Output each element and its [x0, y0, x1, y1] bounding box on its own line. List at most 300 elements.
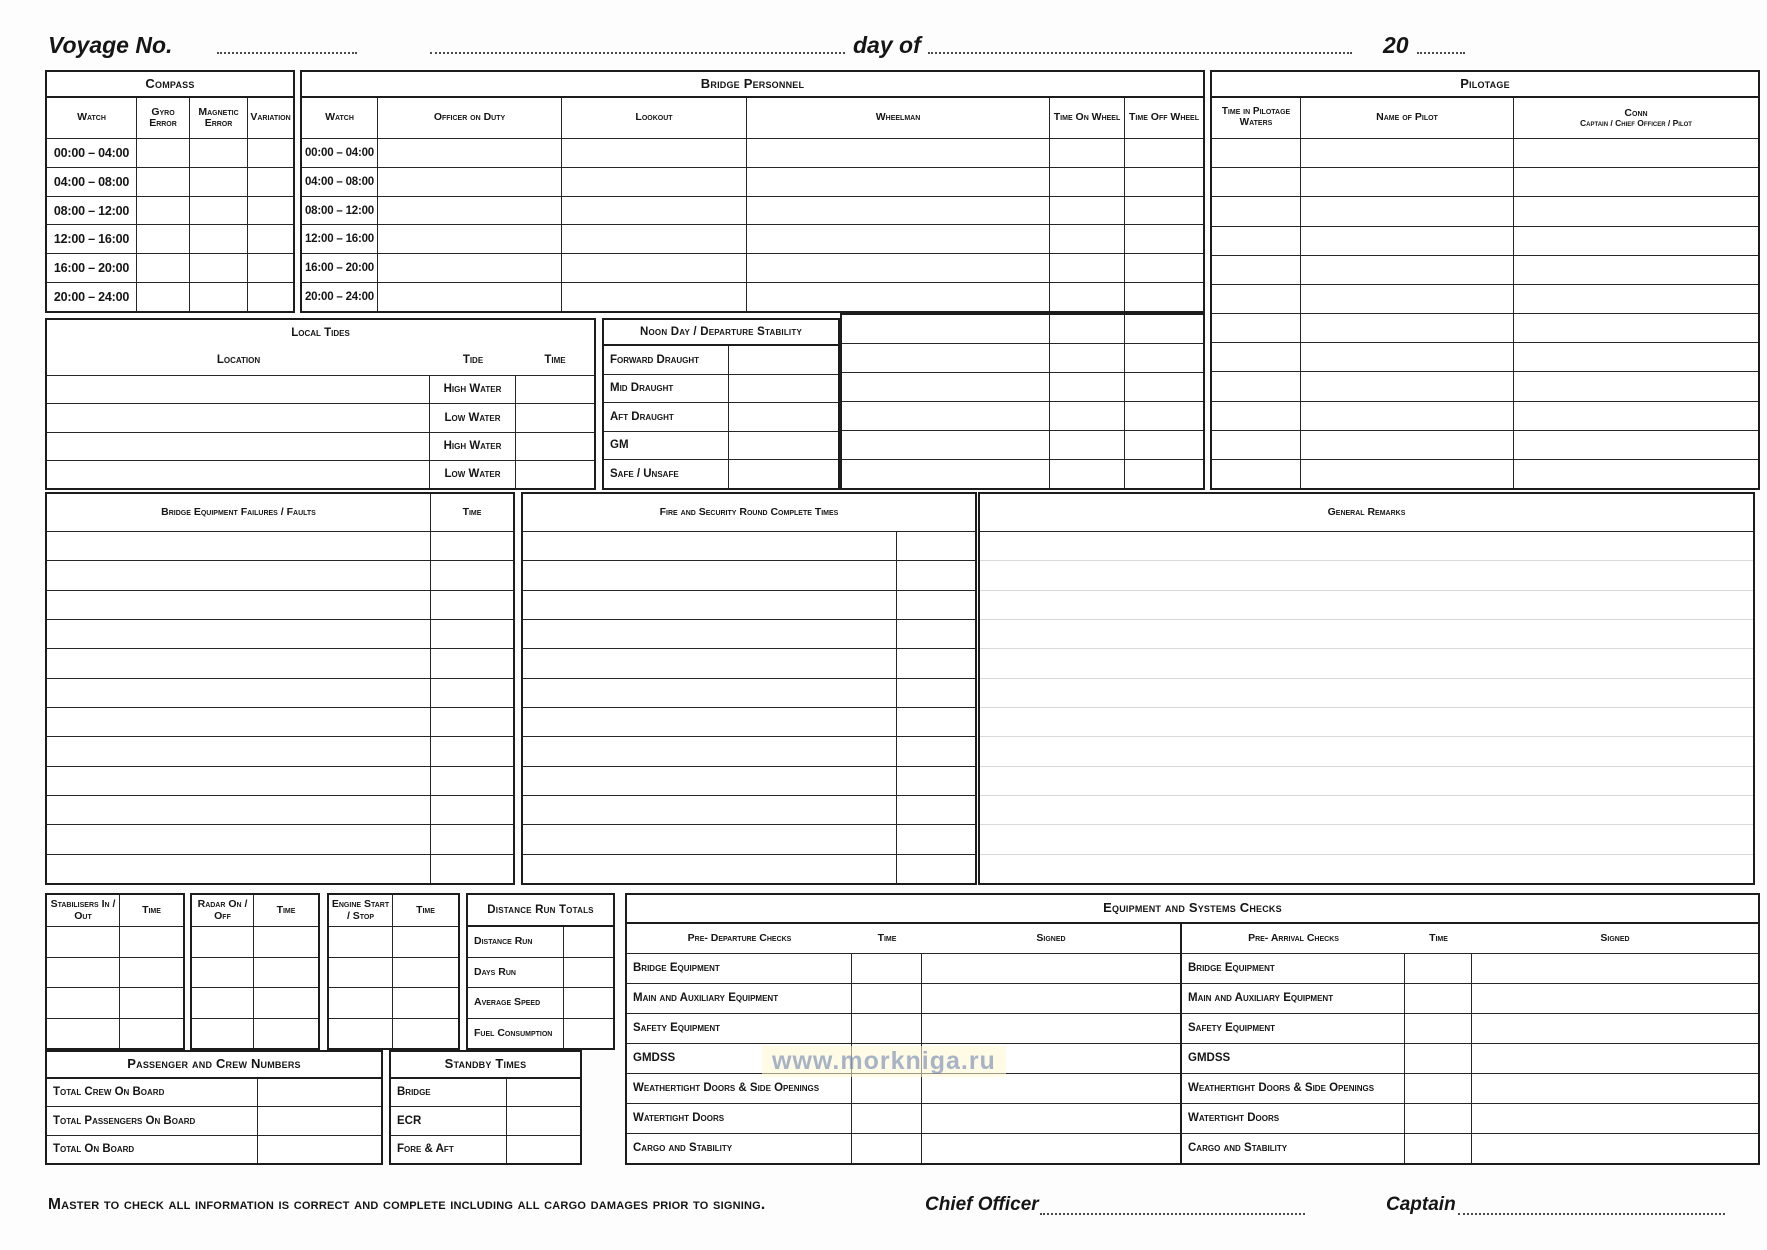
failures-description-cell[interactable] [47, 796, 431, 824]
tides-time-cell[interactable] [516, 433, 594, 460]
day-of-label: day of [853, 32, 921, 58]
standby-label: ECR [391, 1107, 507, 1134]
failures-time-cell[interactable] [431, 532, 513, 560]
pilotage-time-in-cell[interactable] [1212, 227, 1301, 255]
passenger-crew-label: Total Passengers On Board [47, 1107, 258, 1134]
bp-time-on-cell[interactable] [1050, 197, 1125, 225]
bp-time-off-cell[interactable] [1125, 402, 1203, 430]
fire-round-time-cell[interactable] [897, 767, 975, 795]
tides-location-cell[interactable] [47, 461, 430, 488]
pilotage-conn-cell[interactable] [1514, 285, 1758, 313]
compass-variation-cell[interactable] [248, 139, 293, 167]
engine-time-cell[interactable] [393, 988, 458, 1018]
compass-variation-cell[interactable] [248, 168, 293, 196]
voyage-no-label: Voyage No. [48, 32, 173, 58]
compass-gyro-cell[interactable] [137, 225, 190, 253]
departure-time-cell[interactable] [852, 1104, 922, 1133]
fire-round-time-cell[interactable] [897, 679, 975, 707]
radar-time-cell[interactable] [254, 958, 318, 988]
distance-label: Days Run [468, 958, 564, 988]
departure-check-label: GMDSS [627, 1044, 852, 1073]
compass-variation-cell[interactable] [248, 283, 293, 311]
bp-lookout-cell[interactable] [562, 283, 747, 311]
pilotage-col-conn-sub: Captain / Chief Officer / Pilot [1580, 117, 1692, 128]
standby-time-cell[interactable] [507, 1079, 580, 1106]
arrival-check-label: Weathertight Doors & Side Openings [1182, 1074, 1405, 1103]
departure-time-cell[interactable] [852, 1014, 922, 1043]
pilotage-name-cell[interactable] [1301, 431, 1514, 459]
bp-wheelman-cell[interactable] [842, 315, 1050, 343]
arrival-time-cell[interactable] [1405, 1014, 1472, 1043]
stabilisers-row [47, 958, 183, 989]
fire-round-time-cell[interactable] [897, 649, 975, 677]
fire-round-time-cell[interactable] [897, 620, 975, 648]
failures-description-cell[interactable] [47, 561, 431, 589]
compass-magnetic-cell[interactable] [190, 225, 248, 253]
fire-round-entry-cell[interactable] [523, 708, 897, 736]
bp-officer-cell[interactable] [378, 139, 562, 167]
bp-time-on-cell[interactable] [1050, 431, 1125, 459]
distance-label: Distance Run [468, 927, 564, 957]
compass-variation-cell[interactable] [248, 197, 293, 225]
fire-round-time-cell[interactable] [897, 825, 975, 853]
general-remarks-line[interactable] [980, 825, 1753, 854]
equipment-col-departure: Pre- Departure Checks [687, 931, 792, 944]
pilotage-row [1212, 372, 1758, 401]
pilotage-name-cell[interactable] [1301, 168, 1514, 196]
bp-wheelman-cell[interactable] [747, 197, 1050, 225]
departure-check-label: Bridge Equipment [627, 954, 852, 983]
bp-time-off-cell[interactable] [1125, 460, 1203, 488]
general-remarks-line[interactable] [980, 855, 1753, 883]
bp-time-off-cell[interactable] [1125, 283, 1203, 311]
bp-watch-cell: 12:00 – 16:00 [302, 225, 378, 253]
compass-variation-cell[interactable] [248, 225, 293, 253]
engine-state-cell[interactable] [329, 988, 393, 1018]
failures-time-cell[interactable] [431, 649, 513, 677]
engine-time-cell[interactable] [393, 1019, 458, 1049]
pilotage-conn-cell[interactable] [1514, 256, 1758, 284]
fire-round-time-cell[interactable] [897, 737, 975, 765]
bp-wheelman-cell[interactable] [842, 373, 1050, 401]
pilotage-conn-cell[interactable] [1514, 402, 1758, 430]
pilotage-time-in-cell[interactable] [1212, 402, 1301, 430]
engine-row [329, 988, 458, 1019]
passenger-crew-value-cell[interactable] [258, 1079, 381, 1106]
compass-gyro-cell[interactable] [137, 168, 190, 196]
distance-value-cell[interactable] [564, 927, 613, 957]
distance-label: Fuel Consumption [468, 1019, 564, 1049]
compass-watch-cell: 12:00 – 16:00 [47, 225, 137, 253]
standby-time-cell[interactable] [507, 1107, 580, 1134]
arrival-signed-cell[interactable] [1472, 1134, 1758, 1163]
bp-time-off-cell[interactable] [1125, 225, 1203, 253]
fire-round-entry-cell[interactable] [523, 767, 897, 795]
failures-time-cell[interactable] [431, 620, 513, 648]
bp-time-on-cell[interactable] [1050, 168, 1125, 196]
compass-watch-cell: 08:00 – 12:00 [47, 197, 137, 225]
failures-time-cell[interactable] [431, 796, 513, 824]
general-remarks-line[interactable] [980, 591, 1753, 620]
pilotage-table [1210, 70, 1760, 490]
compass-magnetic-cell[interactable] [190, 254, 248, 282]
arrival-signed-cell[interactable] [1472, 1044, 1758, 1073]
pilotage-name-cell[interactable] [1301, 197, 1514, 225]
bp-wheelman-cell[interactable] [842, 460, 1050, 488]
pilotage-name-cell[interactable] [1301, 402, 1514, 430]
failures-row [47, 767, 513, 796]
bp-time-on-cell[interactable] [1050, 225, 1125, 253]
bp-lookout-cell[interactable] [562, 254, 747, 282]
fire-round-entry-cell[interactable] [523, 737, 897, 765]
stabilisers-time-cell[interactable] [120, 927, 183, 957]
bp-wheelman-cell[interactable] [842, 344, 1050, 372]
compass-gyro-cell[interactable] [137, 197, 190, 225]
tides-location-cell[interactable] [47, 376, 430, 403]
engine-time-cell[interactable] [393, 927, 458, 957]
pilotage-time-in-cell[interactable] [1212, 343, 1301, 371]
pilotage-time-in-cell[interactable] [1212, 285, 1301, 313]
engine-row [329, 1019, 458, 1049]
distance-row [468, 988, 613, 1019]
pilotage-conn-cell[interactable] [1514, 314, 1758, 342]
bp-officer-cell[interactable] [378, 225, 562, 253]
engine-state-cell[interactable] [329, 927, 393, 957]
bp-col-time-on-wheel: Time On Wheel [1050, 98, 1125, 138]
radar-state-cell[interactable] [192, 958, 254, 988]
bp-officer-cell[interactable] [378, 254, 562, 282]
bp-time-off-cell[interactable] [1125, 139, 1203, 167]
failures-time-cell[interactable] [431, 591, 513, 619]
departure-signed-cell[interactable] [922, 1014, 1182, 1043]
pilotage-name-cell[interactable] [1301, 460, 1514, 488]
engine-state-cell[interactable] [329, 958, 393, 988]
pilotage-name-cell[interactable] [1301, 285, 1514, 313]
bp-col-lookout: Lookout [562, 98, 747, 138]
stability-value-cell[interactable] [729, 460, 838, 488]
bp-row [302, 283, 1203, 311]
bp-time-off-cell[interactable] [1125, 344, 1203, 372]
pilotage-conn-cell[interactable] [1514, 343, 1758, 371]
bp-time-on-cell[interactable] [1050, 283, 1125, 311]
pilotage-time-in-cell[interactable] [1212, 460, 1301, 488]
stabilisers-state-cell[interactable] [47, 927, 120, 957]
bp-lookout-cell[interactable] [562, 139, 747, 167]
tides-time-cell[interactable] [516, 461, 594, 488]
stabilisers-time-cell[interactable] [120, 988, 183, 1018]
tides-location-cell[interactable] [47, 404, 430, 431]
general-remarks-line[interactable] [980, 561, 1753, 590]
passenger-crew-row [47, 1136, 381, 1163]
fire-round-time-cell[interactable] [897, 708, 975, 736]
pilotage-name-cell[interactable] [1301, 314, 1514, 342]
equipment-col-time: Time [877, 931, 897, 944]
fire-round-entry-cell[interactable] [523, 591, 897, 619]
pilotage-time-in-cell[interactable] [1212, 256, 1301, 284]
standby-label: Bridge [391, 1079, 507, 1106]
fire-round-time-cell[interactable] [897, 855, 975, 883]
distance-value-cell[interactable] [564, 958, 613, 988]
bp-row [302, 139, 1203, 168]
departure-time-cell[interactable] [852, 954, 922, 983]
bp-time-on-cell[interactable] [1050, 373, 1125, 401]
fire-round-entry-cell[interactable] [523, 855, 897, 883]
general-remarks-line[interactable] [980, 679, 1753, 708]
general-remarks-title: General Remarks [1327, 505, 1406, 518]
fire-round-entry-cell[interactable] [523, 620, 897, 648]
compass-gyro-cell[interactable] [137, 254, 190, 282]
arrival-signed-cell[interactable] [1472, 1074, 1758, 1103]
bp-extra-row [842, 402, 1203, 431]
month-field[interactable] [928, 38, 1352, 54]
arrival-time-cell[interactable] [1405, 984, 1472, 1013]
departure-signed-cell[interactable] [922, 954, 1182, 983]
general-remarks-line[interactable] [980, 532, 1753, 561]
engine-row [329, 958, 458, 989]
departure-time-cell[interactable] [852, 984, 922, 1013]
fire-round-time-cell[interactable] [897, 591, 975, 619]
compass-row [47, 139, 293, 168]
failures-description-cell[interactable] [47, 737, 431, 765]
pilotage-time-in-cell[interactable] [1212, 314, 1301, 342]
pilotage-time-in-cell[interactable] [1212, 197, 1301, 225]
compass-magnetic-cell[interactable] [190, 283, 248, 311]
bp-wheelman-cell[interactable] [842, 431, 1050, 459]
pilotage-conn-cell[interactable] [1514, 227, 1758, 255]
date-field[interactable] [430, 38, 845, 54]
failures-row [47, 796, 513, 825]
compass-magnetic-cell[interactable] [190, 139, 248, 167]
failures-description-cell[interactable] [47, 649, 431, 677]
failures-description-cell[interactable] [47, 708, 431, 736]
general-remarks-line[interactable] [980, 737, 1753, 766]
bp-wheelman-cell[interactable] [747, 139, 1050, 167]
general-remarks-line[interactable] [980, 649, 1753, 678]
engine-state-cell[interactable] [329, 1019, 393, 1049]
passenger-crew-value-cell[interactable] [258, 1107, 381, 1134]
bp-wheelman-cell[interactable] [842, 402, 1050, 430]
voyage-no-field[interactable] [217, 38, 357, 54]
pilotage-name-cell[interactable] [1301, 256, 1514, 284]
failures-time-cell[interactable] [431, 737, 513, 765]
standby-row [391, 1136, 580, 1163]
radar-state-cell[interactable] [192, 927, 254, 957]
fire-round-row [523, 708, 975, 737]
arrival-signed-cell[interactable] [1472, 1104, 1758, 1133]
arrival-time-cell[interactable] [1405, 1044, 1472, 1073]
failures-time-cell[interactable] [431, 767, 513, 795]
stability-value-cell[interactable] [729, 432, 838, 460]
engine-time-cell[interactable] [393, 958, 458, 988]
captain-signature-line[interactable] [1458, 1199, 1725, 1215]
bp-lookout-cell[interactable] [562, 225, 747, 253]
chief-officer-signature-line[interactable] [1040, 1199, 1305, 1215]
tides-location-cell[interactable] [47, 433, 430, 460]
compass-col-magnetic-error: Magnetic Error [190, 98, 248, 138]
fire-round-time-cell[interactable] [897, 532, 975, 560]
bp-time-off-cell[interactable] [1125, 197, 1203, 225]
failures-description-cell[interactable] [47, 532, 431, 560]
failures-time-cell[interactable] [431, 679, 513, 707]
failures-description-cell[interactable] [47, 767, 431, 795]
fire-round-row [523, 532, 975, 561]
compass-row [47, 283, 293, 311]
bp-time-off-cell[interactable] [1125, 254, 1203, 282]
radar-time-cell[interactable] [254, 988, 318, 1018]
bp-time-on-cell[interactable] [1050, 315, 1125, 343]
pilotage-conn-cell[interactable] [1514, 431, 1758, 459]
failures-time-cell[interactable] [431, 708, 513, 736]
fire-round-entry-cell[interactable] [523, 796, 897, 824]
bridge-personnel-table [300, 70, 1205, 313]
departure-signed-cell[interactable] [922, 984, 1182, 1013]
bp-wheelman-cell[interactable] [747, 225, 1050, 253]
standby-row [391, 1107, 580, 1135]
bp-time-on-cell[interactable] [1050, 344, 1125, 372]
general-remarks-line[interactable] [980, 796, 1753, 825]
pilotage-conn-cell[interactable] [1514, 372, 1758, 400]
pilotage-conn-cell[interactable] [1514, 168, 1758, 196]
stabilisers-state-cell[interactable] [47, 958, 120, 988]
equipment-col-signed: Signed [922, 924, 1182, 953]
bp-time-on-cell[interactable] [1050, 254, 1125, 282]
fire-round-entry-cell[interactable] [523, 825, 897, 853]
tides-time-cell[interactable] [516, 404, 594, 431]
bp-time-on-cell[interactable] [1050, 402, 1125, 430]
general-remarks-line[interactable] [980, 620, 1753, 649]
stabilisers-time-cell[interactable] [120, 958, 183, 988]
pilotage-conn-cell[interactable] [1514, 460, 1758, 488]
failures-description-cell[interactable] [47, 620, 431, 648]
stability-value-cell[interactable] [729, 403, 838, 431]
year-field[interactable] [1417, 38, 1465, 54]
bp-time-on-cell[interactable] [1050, 139, 1125, 167]
standby-time-cell[interactable] [507, 1136, 580, 1163]
fire-round-row [523, 825, 975, 854]
departure-time-cell[interactable] [852, 1074, 922, 1103]
arrival-time-cell[interactable] [1405, 1104, 1472, 1133]
pilotage-name-cell[interactable] [1301, 139, 1514, 167]
bp-col-wheelman: Wheelman [747, 98, 1050, 138]
departure-signed-cell[interactable] [922, 1134, 1182, 1163]
pilotage-name-cell[interactable] [1301, 372, 1514, 400]
stability-value-cell[interactable] [729, 375, 838, 403]
radar-row [192, 1019, 318, 1049]
arrival-signed-cell[interactable] [1472, 984, 1758, 1013]
departure-signed-cell[interactable] [922, 1104, 1182, 1133]
engine-col-main: Engine Start / Stop [329, 895, 393, 926]
compass-gyro-cell[interactable] [137, 139, 190, 167]
compass-watch-cell: 04:00 – 08:00 [47, 168, 137, 196]
stabilisers-state-cell[interactable] [47, 1019, 120, 1049]
pilotage-conn-cell[interactable] [1514, 139, 1758, 167]
fire-round-time-cell[interactable] [897, 796, 975, 824]
arrival-signed-cell[interactable] [1472, 1014, 1758, 1043]
arrival-signed-cell[interactable] [1472, 954, 1758, 983]
distance-value-cell[interactable] [564, 1019, 613, 1049]
fire-round-entry-cell[interactable] [523, 649, 897, 677]
bp-time-on-cell[interactable] [1050, 460, 1125, 488]
equipment-check-row [627, 984, 1758, 1014]
compass-col-gyro-error: Gyro Error [137, 98, 190, 138]
bp-row [302, 254, 1203, 283]
pilotage-time-in-cell[interactable] [1212, 372, 1301, 400]
passenger-crew-title: Passenger and Crew Numbers [127, 1056, 301, 1072]
arrival-time-cell[interactable] [1405, 954, 1472, 983]
compass-row [47, 225, 293, 254]
compass-magnetic-cell[interactable] [190, 197, 248, 225]
bp-officer-cell[interactable] [378, 283, 562, 311]
pilotage-time-in-cell[interactable] [1212, 431, 1301, 459]
standby-label: Fore & Aft [391, 1136, 507, 1163]
bp-time-off-cell[interactable] [1125, 373, 1203, 401]
bp-wheelman-cell[interactable] [747, 283, 1050, 311]
bp-time-off-cell[interactable] [1125, 315, 1203, 343]
radar-state-cell[interactable] [192, 988, 254, 1018]
bp-col-officer: Officer on Duty [378, 98, 562, 138]
departure-check-label: Cargo and Stability [627, 1134, 852, 1163]
bp-officer-cell[interactable] [378, 197, 562, 225]
departure-signed-cell[interactable] [922, 1074, 1182, 1103]
departure-time-cell[interactable] [852, 1134, 922, 1163]
stabilisers-time-cell[interactable] [120, 1019, 183, 1049]
arrival-time-cell[interactable] [1405, 1134, 1472, 1163]
stability-value-cell[interactable] [729, 346, 838, 374]
failures-time-cell[interactable] [431, 855, 513, 883]
pilotage-time-in-cell[interactable] [1212, 168, 1301, 196]
bp-wheelman-cell[interactable] [747, 168, 1050, 196]
bp-lookout-cell[interactable] [562, 197, 747, 225]
failures-description-cell[interactable] [47, 825, 431, 853]
fire-round-time-cell[interactable] [897, 561, 975, 589]
compass-gyro-cell[interactable] [137, 283, 190, 311]
pilotage-row [1212, 256, 1758, 285]
fire-round-entry-cell[interactable] [523, 532, 897, 560]
failures-description-cell[interactable] [47, 855, 431, 883]
bp-lookout-cell[interactable] [562, 168, 747, 196]
tides-time-cell[interactable] [516, 376, 594, 403]
bp-time-off-cell[interactable] [1125, 431, 1203, 459]
bp-wheelman-cell[interactable] [747, 254, 1050, 282]
failures-description-cell[interactable] [47, 679, 431, 707]
failures-time-cell[interactable] [431, 825, 513, 853]
radar-time-cell[interactable] [254, 1019, 318, 1049]
stabilisers-state-cell[interactable] [47, 988, 120, 1018]
failures-description-cell[interactable] [47, 591, 431, 619]
pilotage-conn-cell[interactable] [1514, 197, 1758, 225]
failures-time-cell[interactable] [431, 561, 513, 589]
fire-round-entry-cell[interactable] [523, 679, 897, 707]
engine-row [329, 927, 458, 958]
general-remarks-line[interactable] [980, 708, 1753, 737]
pilotage-time-in-cell[interactable] [1212, 139, 1301, 167]
fire-round-entry-cell[interactable] [523, 561, 897, 589]
pilotage-name-cell[interactable] [1301, 227, 1514, 255]
radar-state-cell[interactable] [192, 1019, 254, 1049]
radar-time-cell[interactable] [254, 927, 318, 957]
arrival-time-cell[interactable] [1405, 1074, 1472, 1103]
compass-variation-cell[interactable] [248, 254, 293, 282]
bp-time-off-cell[interactable] [1125, 168, 1203, 196]
passenger-crew-value-cell[interactable] [258, 1136, 381, 1163]
bp-officer-cell[interactable] [378, 168, 562, 196]
arrival-check-label: Cargo and Stability [1182, 1134, 1405, 1163]
general-remarks-line[interactable] [980, 767, 1753, 796]
pilotage-name-cell[interactable] [1301, 343, 1514, 371]
equipment-col-signed-2: Signed [1600, 931, 1630, 944]
compass-magnetic-cell[interactable] [190, 168, 248, 196]
distance-value-cell[interactable] [564, 988, 613, 1018]
